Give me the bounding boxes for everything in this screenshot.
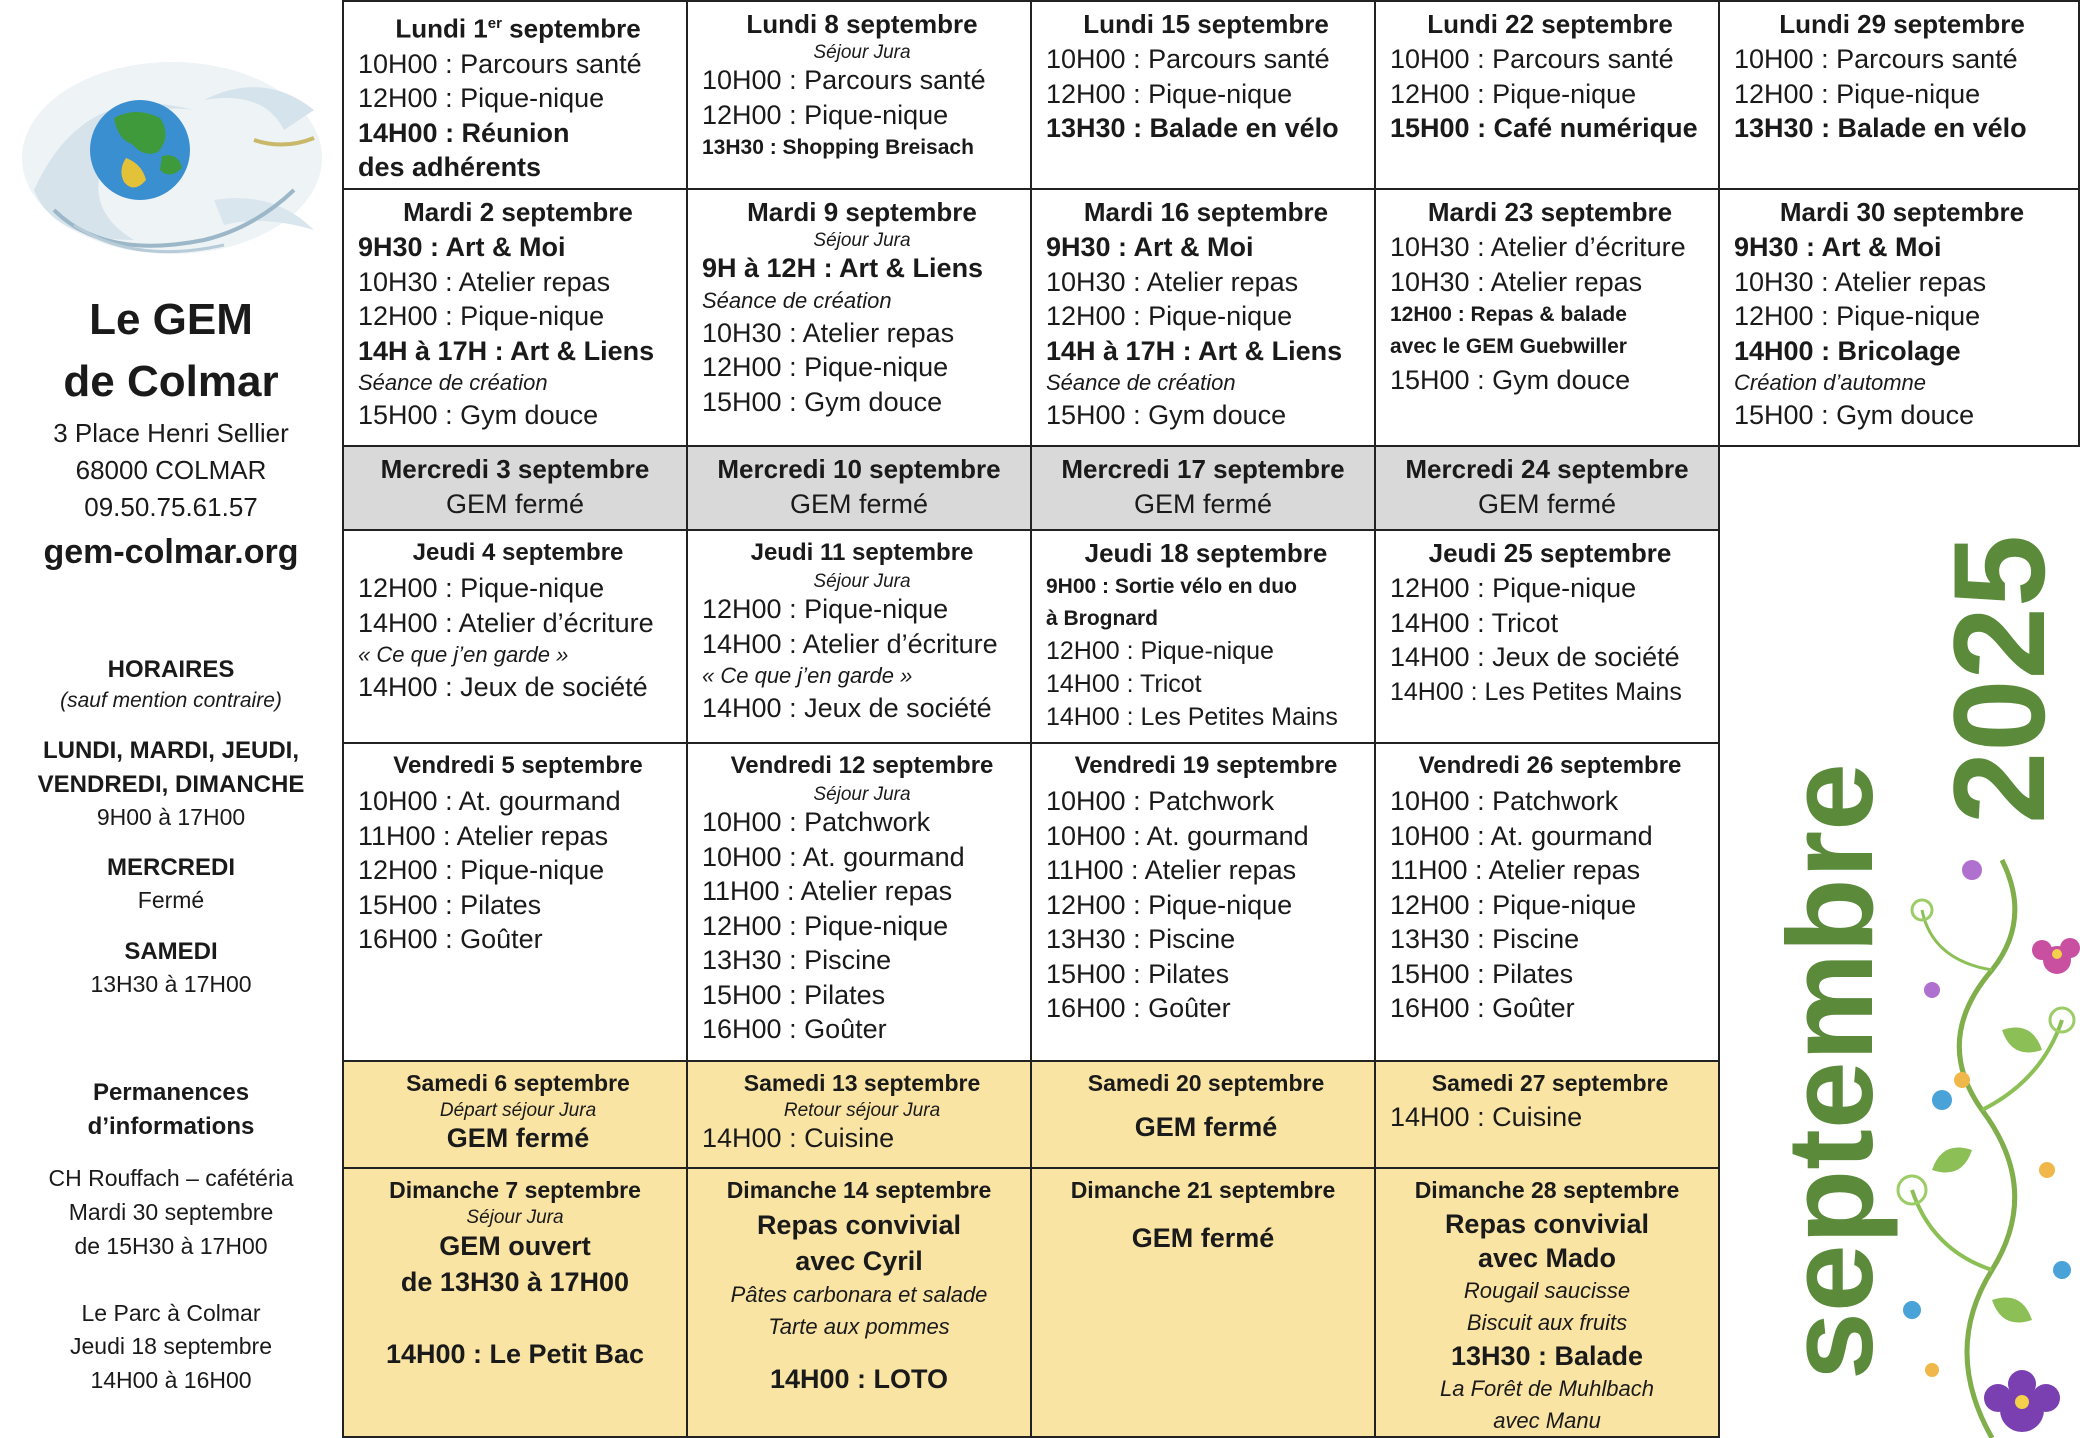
year-title: 2025 (1926, 534, 2072, 824)
day-title: Dimanche 14 septembre (726, 1177, 992, 1203)
activity: 14H00 : Jeux de société (358, 672, 648, 702)
activity: 14H à 17H : Art & Liens (1046, 335, 1343, 366)
activity: 15H00 : Gym douce (1734, 400, 1975, 430)
day-title: Lundi 8 septembre (746, 9, 978, 39)
month-title-area (1722, 330, 2080, 1438)
day-title: Jeudi 11 septembre (750, 539, 974, 566)
globe-logo-icon (14, 40, 330, 275)
activity: 12H00 : Pique-nique (702, 910, 949, 941)
activity: 10H30 : Atelier repas (702, 317, 955, 348)
activity: 15H00 : Gym douce (358, 400, 599, 430)
activity: 10H00 : Patchwork (1046, 786, 1275, 816)
hours-title: HORAIRES (107, 656, 235, 683)
day-title: Jeudi 25 septembre (1428, 538, 1672, 568)
activity: 10H00 : Patchwork (702, 807, 931, 837)
activity: 10H30 : Atelier d’écriture (1390, 232, 1686, 262)
activity: Rougail saucisse (1463, 1278, 1631, 1303)
activity: GEM fermé (446, 1123, 590, 1153)
activity: 14H00 : Bricolage (1734, 335, 1961, 366)
day-title: Vendredi 19 septembre (1074, 752, 1338, 779)
activity: 16H00 : Goûter (358, 924, 543, 954)
day-cell-thu18 (1030, 529, 1376, 744)
day-cell-wed10 (686, 445, 1032, 531)
day-title: Mardi 2 septembre (403, 197, 633, 227)
activity: 13H30 : Piscine (702, 945, 892, 975)
activity: 13H30 : Piscine (1390, 924, 1580, 954)
day-cell-mon15 (1030, 0, 1376, 190)
hours-note: (sauf mention contraire) (60, 689, 282, 712)
day-title: Jeudi 4 septembre (412, 539, 624, 566)
activity: 12H00 : Pique-nique (1734, 301, 1981, 331)
day-cell-sun7 (342, 1167, 688, 1438)
activity: 12H00 : Pique-nique (1046, 78, 1293, 109)
activity: 12H00 : Pique-nique (1390, 889, 1637, 920)
website-link[interactable]: gem-colmar.org (43, 533, 299, 571)
day-title: Jeudi 18 septembre (1084, 538, 1328, 568)
day-note: Séjour Jura (813, 784, 911, 805)
day-note: Séjour Jura (813, 571, 911, 592)
activity: 13H30 : Shopping Breisach (702, 136, 974, 159)
phone-number: 09.50.75.61.57 (84, 492, 258, 522)
activity: 14H00 : Cuisine (1390, 1102, 1583, 1132)
day-cell-tue16 (1030, 188, 1376, 447)
day-cell-wed17 (1030, 445, 1376, 531)
activity: 15H00 : Gym douce (702, 386, 943, 417)
activity: 16H00 : Goûter (1046, 993, 1231, 1023)
activity: Séance de création (358, 370, 548, 395)
activity: 11H00 : Atelier repas (1390, 855, 1641, 885)
day-cell-mon1 (342, 0, 688, 190)
activity: des adhérents (358, 152, 542, 183)
day-title-month: septembre (501, 13, 641, 44)
activity: 12H00 : Pique-nique (1390, 78, 1637, 109)
activity: 11H00 : Atelier repas (358, 820, 609, 851)
permanence2-date: Jeudi 18 septembre (69, 1333, 272, 1359)
day-cell-tue23 (1374, 188, 1720, 447)
day-cell-sat6 (342, 1060, 688, 1169)
activity: 15H00 : Pilates (358, 889, 542, 920)
open-days-line1: LUNDI, MARDI, JEUDI, (42, 737, 299, 764)
activity: 12H00 : Pique-nique (702, 99, 949, 130)
day-title: Lundi 29 septembre (1779, 9, 2025, 39)
activity: GEM ouvert (439, 1231, 591, 1261)
day-title: Mardi 23 septembre (1427, 197, 1673, 227)
activity: 16H00 : Goûter (1390, 993, 1575, 1023)
permanence1-place: CH Rouffach – cafétéria (48, 1165, 294, 1191)
activity: 13H30 : Balade en vélo (1734, 113, 2027, 143)
day-cell-sat20 (1030, 1060, 1376, 1169)
activity: 15H00 : Gym douce (1046, 400, 1287, 430)
activity: 16H00 : Goûter (702, 1014, 887, 1044)
activity: 9H30 : Art & Moi (1046, 232, 1254, 262)
activity: 12H00 : Pique-nique (358, 83, 605, 114)
activity: GEM fermé (1131, 1223, 1275, 1253)
activity: 14H00 : Tricot (1046, 670, 1202, 698)
activity: 14H00 : Atelier d’écriture (702, 628, 998, 659)
day-title: Lundi 15 septembre (1083, 9, 1329, 39)
activity: 11H00 : Atelier repas (1046, 855, 1297, 885)
day-cell-fri12 (686, 742, 1032, 1062)
activity: 10H00 : Parcours santé (1390, 44, 1674, 74)
activity: 14H00 : Tricot (1390, 607, 1559, 638)
permanences-title-line1: Permanences (92, 1079, 250, 1106)
activity: 12H00 : Pique-nique (702, 594, 949, 624)
activity: 10H00 : Parcours santé (1734, 44, 2018, 74)
activity: Biscuit aux fruits (1466, 1310, 1628, 1335)
activity: « Ce que j’en garde » (358, 642, 569, 667)
activity: Tarte aux pommes (768, 1314, 950, 1339)
day-status: GEM fermé (1477, 489, 1617, 519)
day-title: Vendredi 5 septembre (393, 752, 643, 779)
activity: 14H à 17H : Art & Liens (358, 335, 655, 366)
activity: 11H00 : Atelier repas (702, 876, 953, 906)
day-cell-mon8 (686, 0, 1032, 190)
day-cell-fri26 (1374, 742, 1720, 1062)
day-cell-sun28 (1374, 1167, 1720, 1438)
day-title (358, 6, 678, 47)
activity: 15H00 : Pilates (702, 979, 886, 1010)
activity: 13H30 : Balade en vélo (1046, 113, 1339, 143)
day-title-sup: er (487, 15, 502, 32)
activity: Repas convivial (1444, 1209, 1650, 1239)
activity: 13H30 : Piscine (1046, 924, 1236, 954)
day-cell-mon22 (1374, 0, 1720, 190)
activity: 10H00 : Patchwork (1390, 786, 1619, 816)
activity: 12H00 : Pique-nique (358, 573, 605, 603)
activity: 10H30 : Atelier repas (1390, 266, 1643, 297)
open-days-hours: 9H00 à 17H00 (96, 804, 246, 830)
activity: 14H00 : Réunion (358, 117, 570, 148)
day-title-text: Lundi 1 (395, 13, 488, 44)
activity: 15H00 : Café numérique (1390, 113, 1698, 143)
activity: avec Manu (1493, 1408, 1601, 1433)
activity: 15H00 : Gym douce (1390, 365, 1631, 395)
day-cell-sat27 (1374, 1060, 1720, 1169)
saturday-hours: 13H30 à 17H00 (90, 971, 252, 997)
activity: à Brognard (1046, 607, 1159, 630)
wednesday-title: MERCREDI (106, 854, 235, 881)
activity: 10H00 : At. gourmand (1046, 820, 1309, 851)
activity: 14H00 : Le Petit Bac (385, 1339, 645, 1369)
day-cell-thu11 (686, 529, 1032, 744)
day-status: GEM fermé (789, 489, 929, 519)
activity: 12H00 : Pique-nique (1046, 889, 1293, 920)
day-note: Retour séjour Jura (783, 1100, 941, 1121)
day-note: Départ séjour Jura (439, 1100, 597, 1121)
activity: 12H00 : Pique-nique (1046, 637, 1274, 665)
day-cell-sat13 (686, 1060, 1032, 1169)
day-cell-thu25 (1374, 529, 1720, 744)
activity: 14H00 : Jeux de société (702, 693, 992, 723)
day-cell-fri19 (1030, 742, 1376, 1062)
activity: avec Cyril (795, 1246, 923, 1276)
activity: « Ce que j’en garde » (702, 663, 913, 688)
activity: 10H00 : Parcours santé (702, 65, 986, 95)
day-cell-sun14 (686, 1167, 1032, 1438)
day-cell-tue9 (686, 188, 1032, 447)
activity: 14H00 : Les Petites Mains (1046, 703, 1338, 731)
day-note: Séjour Jura (813, 42, 911, 63)
activity: 12H00 : Pique-nique (1046, 301, 1293, 331)
activity: 14H00 : Cuisine (702, 1123, 895, 1153)
activity: 12H00 : Pique-nique (1734, 78, 1981, 109)
activity: 10H30 : Atelier repas (1734, 266, 1987, 297)
day-status: GEM fermé (445, 489, 585, 519)
activity: 10H00 : Parcours santé (358, 48, 642, 79)
activity: Séance de création (702, 287, 892, 313)
day-title: Mardi 30 septembre (1779, 197, 2025, 227)
activity: Pâtes carbonara et salade (730, 1282, 988, 1307)
day-title: Mardi 16 septembre (1083, 197, 1329, 227)
day-title: Samedi 20 septembre (1087, 1070, 1325, 1096)
day-title: Dimanche 28 septembre (1414, 1177, 1680, 1203)
day-cell-wed3 (342, 445, 688, 531)
activity: 10H30 : Atelier repas (1046, 266, 1299, 297)
day-title: Samedi 13 septembre (743, 1070, 981, 1096)
day-title: Mercredi 24 septembre (1405, 454, 1689, 484)
activity: 10H00 : At. gourmand (702, 841, 965, 872)
day-cell-sun21 (1030, 1167, 1376, 1438)
activity: 12H00 : Pique-nique (702, 352, 949, 382)
activity: Création d’automne (1734, 370, 1927, 395)
permanence2-place: Le Parc à Colmar (81, 1300, 261, 1326)
day-title: Samedi 27 septembre (1431, 1070, 1669, 1096)
wednesday-status: Fermé (137, 887, 205, 913)
month-title: septembre (1762, 762, 1898, 1380)
activity: 9H30 : Art & Moi (1734, 232, 1942, 262)
activity: avec le GEM Guebwiller (1390, 335, 1627, 358)
activity: 14H00 : Jeux de société (1390, 642, 1680, 672)
day-title: Dimanche 7 septembre (389, 1177, 641, 1203)
activity: 14H00 : Les Petites Mains (1390, 677, 1682, 706)
activity: 15H00 : Pilates (1390, 958, 1574, 989)
day-cell-wed24 (1374, 445, 1720, 531)
day-title: Mercredi 3 septembre (380, 454, 650, 484)
open-days-line2: VENDREDI, DIMANCHE (37, 771, 305, 798)
sidebar (0, 0, 342, 1438)
activity: 12H00 : Pique-nique (358, 855, 605, 885)
activity: 10H00 : At. gourmand (358, 786, 621, 816)
day-note: Séjour Jura (466, 1207, 564, 1228)
activity: 14H00 : LOTO (769, 1364, 949, 1394)
address-line1: 3 Place Henri Sellier (53, 418, 289, 448)
activity: 14H00 : Atelier d’écriture (358, 607, 654, 638)
day-title: Mercredi 10 septembre (717, 454, 1001, 484)
flower-decoration-icon (1872, 850, 2080, 1438)
activity: 12H00 : Pique-nique (1390, 573, 1637, 603)
activity: Repas convivial (756, 1210, 962, 1240)
activity: avec Mado (1477, 1243, 1617, 1273)
address-line2: 68000 COLMAR (75, 455, 267, 485)
activity: La Forêt de Muhlbach (1439, 1376, 1655, 1401)
permanence1-date: Mardi 30 septembre (68, 1199, 274, 1225)
day-title: Mercredi 17 septembre (1061, 454, 1345, 484)
activity: 12H00 : Repas & balade (1390, 303, 1627, 326)
permanence2-time: 14H00 à 16H00 (90, 1367, 252, 1393)
activity: 12H00 : Pique-nique (358, 301, 605, 331)
gem-title-line2: de Colmar (63, 357, 279, 406)
permanences-title-line2: d’informations (87, 1113, 255, 1140)
saturday-title: SAMEDI (124, 938, 218, 965)
activity: 15H00 : Pilates (1046, 958, 1230, 989)
day-title: Vendredi 12 septembre (730, 752, 994, 779)
day-title: Vendredi 26 septembre (1418, 752, 1682, 779)
permanence1-time: de 15H30 à 17H00 (74, 1233, 268, 1259)
activity: 10H00 : At. gourmand (1390, 820, 1653, 851)
activity: Séance de création (1046, 370, 1236, 395)
day-title: Mardi 9 septembre (747, 197, 977, 227)
day-cell-tue2 (342, 188, 688, 447)
day-title: Dimanche 21 septembre (1070, 1177, 1336, 1203)
day-note: Séjour Jura (813, 230, 911, 251)
day-title: Samedi 6 septembre (406, 1070, 630, 1096)
activity: de 13H30 à 17H00 (400, 1267, 630, 1297)
activity: 10H00 : Parcours santé (1046, 44, 1330, 74)
activity: 10H30 : Atelier repas (358, 266, 611, 297)
day-cell-fri5 (342, 742, 688, 1062)
activity: 9H à 12H : Art & Liens (702, 253, 984, 283)
activity: GEM fermé (1134, 1112, 1278, 1142)
activity: 9H30 : Art & Moi (358, 232, 566, 262)
activity: 13H30 : Balade (1450, 1341, 1644, 1371)
activity: 9H00 : Sortie vélo en duo (1046, 575, 1297, 598)
day-status: GEM fermé (1133, 489, 1273, 519)
day-title: Lundi 22 septembre (1427, 9, 1673, 39)
day-cell-thu4 (342, 529, 688, 744)
gem-title-line1: Le GEM (89, 295, 253, 344)
day-cell-mon29 (1718, 0, 2080, 190)
